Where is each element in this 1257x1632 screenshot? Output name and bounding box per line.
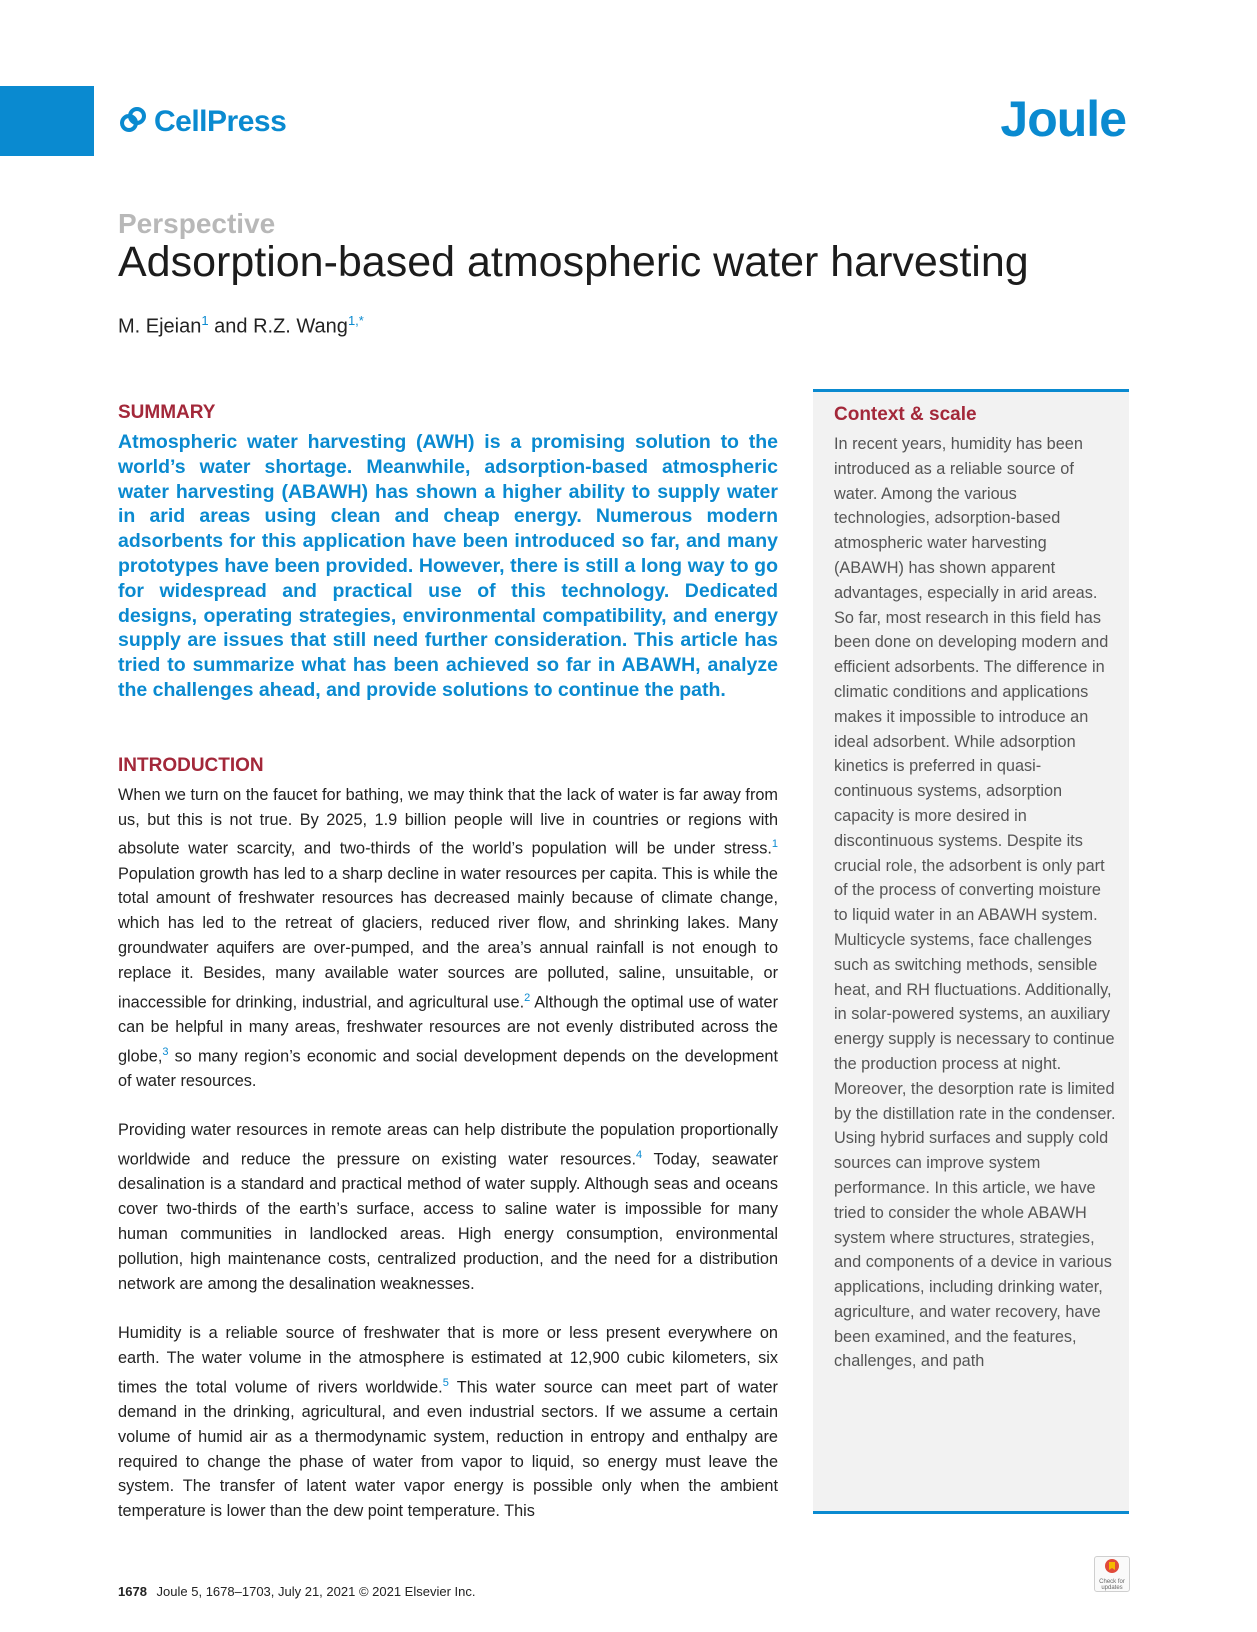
text-run: When we turn on the faucet for bathing, we may think that the lack of water is far away from us, but this is not true. By 2025, 1.9 billion people will live in countries or regions with absolute water scarcity, and two-thirds of the world’s population will be under stress. [118, 785, 778, 858]
affiliation-ref[interactable]: 1,* [347, 313, 364, 328]
context-scale-heading: Context & scale [834, 404, 977, 425]
citation-ref[interactable]: 3 [162, 1045, 169, 1058]
citation-ref[interactable]: 5 [442, 1376, 449, 1389]
citation-ref[interactable]: 4 [635, 1149, 643, 1162]
page-number: 1678 [118, 1584, 147, 1599]
journal-name[interactable]: Joule [1000, 91, 1126, 147]
author-joiner: and [208, 315, 254, 338]
text-run: Today, seawater desalination is a standard and practical method of water supply. Although seas and oceans cover two-thirds of the earth’s surface, access to saline water is impossible for many human communities in landlocked areas. High energy consumption, environmental pollution, high maintenance costs, centralized production, and the need for a distribution network are among the desalination weaknesses. [118, 1150, 778, 1293]
main-column [118, 402, 778, 1549]
cellpress-logo[interactable] [118, 104, 286, 140]
badge-label: Check for updates [1099, 1578, 1125, 1591]
paragraph [118, 1118, 778, 1296]
page-footer [118, 1584, 475, 1599]
context-scale-text: In recent years, humidity has been introduced as a reliable source of water. Among the various technologies, adsorption-based atmospheric water harvesting (ABAWH) has shown apparent advantages, especially in arid areas. So far, most research in this field has been done on developing modern and efficient adsorbents. The difference in climatic conditions and applications makes it impossible to introduce an ideal adsorbent. While adsorption kinetics is preferred in quasi-continuous systems, adsorption capacity is more desired in discontinuous systems. Despite its crucial role, the adsorbent is only part of the process of converting moisture to liquid water in an ABAWH system. Multicycle systems, face challenges such as switching methods, sensible heat, and RH fluctuations. Additionally, in solar-powered systems, an auxiliary energy supply is necessary to continue the production process at night. Moreover, the desorption rate is limited by the distillation rate in the condenser. Using hybrid surfaces and supply cold sources can improve system performance. In this article, we have tried to consider the whole ABAWH system where structures, strategies, and components of a device in various applications, including drinking water, agriculture, and water recovery, have been examined, and the features, challenges, and path [834, 435, 1116, 1371]
bookmark-icon [1104, 1558, 1120, 1579]
text-run: Although the optimal use of water can be helpful in many areas, freshwater resources are not evenly distributed across the globe, [118, 992, 778, 1065]
paragraph [118, 1321, 778, 1524]
footer-citation: 5, 1678–1703, July 21, 2021 © 2021 Elsevier Inc. [191, 1584, 476, 1599]
cellpress-logo-icon [118, 105, 148, 140]
article-title: Adsorption-based atmospheric water harvesting [118, 238, 1029, 286]
summary-heading: SUMMARY [118, 402, 216, 423]
introduction-heading: INTRODUCTION [118, 754, 264, 776]
publisher-name: CellPress [154, 105, 287, 138]
text-run: so many region’s economic and social development depends on the development of water resources. [118, 1047, 778, 1090]
footer-journal: Joule [156, 1584, 188, 1599]
citation-ref[interactable]: 1 [771, 838, 778, 851]
context-scale-box [813, 389, 1129, 1514]
citation-ref[interactable]: 2 [524, 991, 531, 1004]
author-name[interactable]: M. Ejeian [118, 315, 202, 338]
summary-text: Atmospheric water harvesting (AWH) is a promising solution to the world’s water shortage. Meanwhile, adsorption-based atmospheric water harvesting (ABAWH) has shown a higher ability to supply water in arid areas using clean and cheap energy. Numerous modern adsorbents for this application have been introduced so far, and many prototypes have been provided. However, there is still a long way to go for widespread and practical use of this technology. Dedicated designs, operating strategies, environmental compatibility, and energy supply are issues that still need further consideration. This article has tried to summarize what has been achieved so far in ABAWH, analyze the challenges ahead, and provide solutions to continue the path. [118, 431, 778, 701]
author-list [118, 313, 364, 339]
author-name[interactable]: R.Z. Wang [253, 315, 348, 338]
text-run: Humidity is a reliable source of freshwater that is more or less present everywhere on earth. The water volume in the atmosphere is estimated at 12,900 cubic kilometers, six times the total volume of rivers worldwide. [118, 1324, 778, 1397]
brand-corner-block [0, 86, 94, 156]
text-run: Population growth has led to a sharp decline in water resources per capita. This is while the total amount of freshwater resources has decreased mainly because of climate change, which has led to the retreat of glaciers, reduced river flow, and shrinking lakes. Many groundwater aquifers are over-pumped, and the area’s annual rainfall is not enough to replace it. Besides, many available water sources are polluted, saline, unsuitable, or inaccessible for drinking, industrial, and agricultural use. [118, 864, 778, 1011]
text-run: This water source can meet part of water demand in the drinking, agricultural, and even industrial sectors. If we assume a certain volume of humid air as a thermodynamic system, reduction in entropy and enthalpy are required to change the phase of water from vapor to liquid, so energy must leave the system. The transfer of latent water vapor energy is possible only when the ambient temperature is lower than the dew point temperature. This [118, 1378, 778, 1521]
paragraph [118, 783, 778, 1094]
affiliation-ref[interactable]: 1 [201, 313, 209, 328]
text-run: Providing water resources in remote areas can help distribute the population proportionally worldwide and reduce the pressure on existing water resources. [118, 1121, 778, 1169]
article-type: Perspective [118, 208, 276, 239]
check-for-updates-badge[interactable] [1094, 1556, 1130, 1592]
